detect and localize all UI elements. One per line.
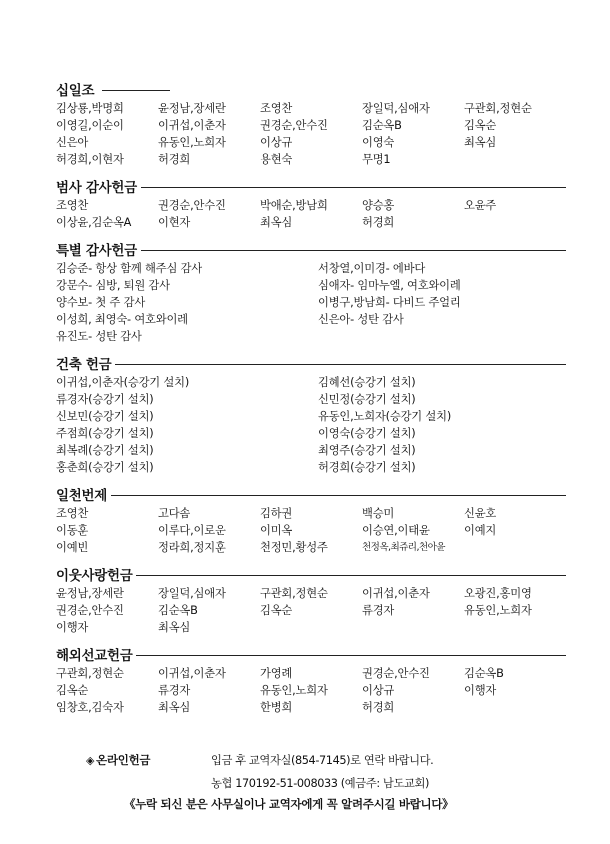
note-cell: 주점희(승강기 설치) [56, 427, 154, 440]
contact-instruction: 입금 후 교역자실(854-7145)로 연락 바랍니다. [211, 754, 434, 767]
note-cell: 최영주(승강기 설치) [318, 444, 416, 457]
omission-notice: 《누락 되신 분은 사무실이나 교역자에게 꼭 알려주시길 바랍니다》 [124, 797, 454, 811]
name-cell: 최옥심 [158, 701, 191, 714]
name-cell: 박애순,방남희 [260, 199, 328, 212]
name-cell: 김상룡,박명희 [56, 102, 124, 115]
name-cell: 임창호,김숙자 [56, 701, 124, 714]
note-cell: 김혜선(승강기 설치) [318, 376, 416, 389]
section-header [56, 78, 566, 100]
name-cell: 최옥심 [260, 216, 293, 229]
name-cell: 이예빈 [56, 541, 89, 554]
section-header [56, 483, 566, 505]
name-cell: 이상규 [362, 684, 395, 697]
name-grid [56, 197, 566, 231]
name-cell: 천정민,황성주 [260, 541, 328, 554]
name-cell: 오윤주 [464, 199, 497, 212]
name-cell: 조영찬 [56, 507, 89, 520]
offering-list [56, 78, 566, 716]
name-cell: 오광진,홍미영 [464, 587, 532, 600]
note-cell: 이귀섭,이춘자(승강기 설치) [56, 376, 190, 389]
note-cell: 심애자- 임마누엘, 여호와이레 [318, 279, 461, 292]
name-cell: 천정옥,최쥬리,천아윤 [362, 542, 445, 553]
name-cell: 이승연,이태윤 [362, 524, 430, 537]
online-offering-label [86, 752, 150, 768]
section-divider [141, 250, 566, 251]
name-cell: 허경희,이현자 [56, 153, 124, 166]
name-cell [260, 619, 362, 636]
name-grid [56, 585, 566, 636]
name-cell: 유동인,노희자 [464, 604, 532, 617]
section-divider [102, 90, 170, 91]
name-cell [464, 214, 566, 231]
name-cell: 이루다,이로운 [158, 524, 226, 537]
name-grid [56, 505, 566, 556]
name-cell: 김순옥B [464, 667, 504, 680]
section-header [56, 643, 566, 665]
section-thousand-offering [56, 483, 566, 556]
name-cell: 고다솜 [158, 507, 191, 520]
name-cell: 권경순,안수진 [362, 667, 430, 680]
name-cell: 허경희 [158, 153, 191, 166]
name-cell: 권경순,안수진 [260, 119, 328, 132]
section-building [56, 352, 566, 476]
name-cell: 이귀섭,이춘자 [362, 587, 430, 600]
note-cell: 이병구,방남희- 다비드 주얼리 [318, 296, 461, 309]
section-header [56, 563, 566, 585]
name-cell: 김옥순 [56, 684, 89, 697]
name-cell [464, 619, 566, 636]
section-header [56, 352, 566, 374]
section-general-thanks [56, 175, 566, 231]
name-cell: 이동훈 [56, 524, 89, 537]
name-cell: 이귀섭,이춘자 [158, 119, 226, 132]
name-cell: 김옥순 [260, 604, 293, 617]
name-cell: 무명1 [362, 153, 391, 166]
note-cell: 신은아- 성탄 감사 [318, 313, 404, 326]
name-cell: 류경자 [362, 604, 395, 617]
name-cell: 신은아 [56, 136, 89, 149]
section-divider [115, 364, 566, 365]
note-cell: 유진도- 성탄 감사 [56, 330, 142, 343]
name-cell: 구관회,정현순 [260, 587, 328, 600]
section-title: 일천번제 [56, 488, 107, 504]
name-cell: 양승홍 [362, 199, 395, 212]
name-cell [362, 619, 464, 636]
name-cell: 허경희 [362, 701, 395, 714]
section-divider [141, 187, 566, 188]
name-cell: 권경순,안수진 [56, 604, 124, 617]
note-cell: 이영숙(승강기 설치) [318, 427, 416, 440]
name-cell: 김하권 [260, 507, 293, 520]
name-cell: 조영찬 [260, 102, 293, 115]
name-cell: 김순옥B [362, 119, 402, 132]
note-grid [56, 260, 566, 345]
name-cell: 장일덕,심애자 [158, 587, 226, 600]
name-cell: 이행자 [56, 621, 89, 634]
note-cell: 강문수- 심방, 퇴원 감사 [56, 279, 170, 292]
section-title: 건축 헌금 [56, 357, 112, 373]
name-cell: 권경순,안수진 [158, 199, 226, 212]
name-cell: 한병희 [260, 701, 293, 714]
section-divider [111, 495, 566, 496]
bank-account-info: 농협 170192-51-008033 (예금주: 남도교회) [211, 777, 429, 790]
name-cell: 이행자 [464, 684, 497, 697]
note-cell: 이성희, 최영숙- 여호와이레 [56, 313, 188, 326]
name-cell: 최옥심 [158, 621, 191, 634]
note-cell: 양수보- 첫 주 감사 [56, 296, 146, 309]
note-cell: 신보민(승강기 설치) [56, 410, 154, 423]
section-title: 십일조 [56, 83, 95, 99]
name-cell: 가영례 [260, 667, 293, 680]
name-cell: 구관회,정현순 [464, 102, 532, 115]
name-cell: 장일덕,심애자 [362, 102, 430, 115]
note-cell [318, 328, 566, 345]
name-cell: 유동인,노희자 [158, 136, 226, 149]
section-header [56, 175, 566, 197]
name-cell [464, 151, 566, 168]
section-title: 이웃사랑헌금 [56, 568, 133, 584]
section-title: 범사 감사헌금 [56, 180, 137, 196]
section-neighbor-love [56, 563, 566, 636]
name-cell: 김순옥B [158, 604, 198, 617]
note-cell: 김승준- 항상 함께 해주심 감사 [56, 262, 202, 275]
name-cell: 이귀섭,이춘자 [158, 667, 226, 680]
note-cell: 서창열,이미경- 에바다 [318, 262, 426, 275]
name-cell: 용현숙 [260, 153, 293, 166]
section-special-thanks [56, 238, 566, 345]
note-cell: 유동인,노희자(승강기 설치) [318, 410, 452, 423]
section-overseas-mission [56, 643, 566, 716]
section-divider [136, 655, 566, 656]
section-title: 해외선교헌금 [56, 648, 133, 664]
name-cell: 조영찬 [56, 199, 89, 212]
name-cell [464, 539, 566, 556]
name-cell: 이예지 [464, 524, 497, 537]
name-cell: 김옥순 [464, 119, 497, 132]
name-cell: 이상윤,김순옥A [56, 216, 132, 229]
name-cell: 이미옥 [260, 524, 293, 537]
name-cell: 윤정남,장세란 [56, 587, 124, 600]
name-grid [56, 665, 566, 716]
name-cell: 구관회,정현순 [56, 667, 124, 680]
name-cell: 이영숙 [362, 136, 395, 149]
name-cell: 백승미 [362, 507, 395, 520]
name-cell: 류경자 [158, 684, 191, 697]
section-title: 특별 감사헌금 [56, 243, 137, 259]
name-cell: 최옥심 [464, 136, 497, 149]
name-cell: 정라희,정지훈 [158, 541, 226, 554]
section-divider [136, 575, 566, 576]
name-cell: 이영길,이순이 [56, 119, 124, 132]
name-cell [464, 699, 566, 716]
diamond-bullet-icon: ◈ [86, 754, 95, 767]
name-grid [56, 100, 566, 168]
note-cell: 최복례(승강기 설치) [56, 444, 154, 457]
section-header [56, 238, 566, 260]
name-cell: 유동인,노희자 [260, 684, 328, 697]
note-cell: 허경희(승강기 설치) [318, 461, 416, 474]
name-cell: 이현자 [158, 216, 191, 229]
note-cell: 류경자(승강기 설치) [56, 393, 154, 406]
note-grid [56, 374, 566, 476]
name-cell: 허경희 [362, 216, 395, 229]
name-cell: 윤정남,장세란 [158, 102, 226, 115]
section-tithe [56, 78, 566, 168]
name-cell: 이상규 [260, 136, 293, 149]
note-cell: 신민정(승강기 설치) [318, 393, 416, 406]
note-cell: 홍춘희(승강기 설치) [56, 461, 154, 474]
name-cell: 신윤호 [464, 507, 497, 520]
online-offering-text: 온라인헌금 [96, 753, 151, 767]
